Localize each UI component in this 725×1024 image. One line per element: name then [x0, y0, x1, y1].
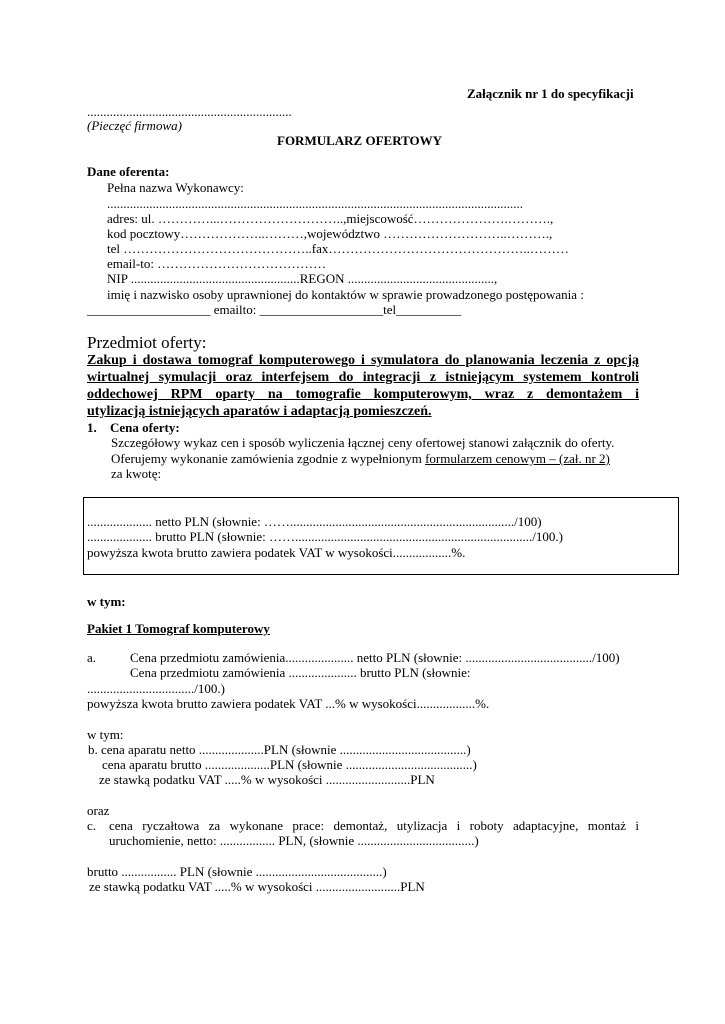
nip-regon-line: NIP ....................................................REGON ............................................., [107, 271, 498, 286]
stamp-label: (Pieczęć firmowa) [87, 118, 182, 133]
email-line: email-to: ………………………………… [107, 256, 327, 271]
item-c-gross: brutto ................. PLN (słownie .......................................) [87, 864, 387, 879]
subject-line-3: oddechowej RPM oparty na tomografie komputerowym, wraz z demontażem i [87, 387, 639, 402]
item-b-vat: ze stawką podatku VAT .....% w wysokości ..........................PLN [99, 772, 435, 787]
offer-vat-line: powyższa kwota brutto zawiera podatek VAT w wysokości..................%. [87, 545, 466, 560]
offer-net-line: .................... netto PLN (słownie: ……...................................................................../100) [87, 514, 542, 529]
price-desc-2-text: Oferujemy wykonanie zamówienia zgodnie z wypełnionym [111, 451, 426, 466]
item-c-label: c. [87, 818, 97, 833]
item-b-gross: cena aparatu brutto ....................PLN (słownie .......................................) [102, 757, 477, 772]
sub-heading: w tym: [87, 727, 124, 742]
item-a-net: Cena przedmiotu zamówienia..................... netto PLN (słownie: ......................................./100) [130, 650, 620, 665]
item-a-vat: powyższa kwota brutto zawiera podatek VAT ...% w wysokości..................%. [87, 696, 490, 711]
tel-fax-line: tel ……………………………………..fax………………………………………..……… [107, 241, 569, 256]
postcode-line: kod pocztowy………………..………,województwo ………………………..………., [107, 226, 553, 241]
price-number: 1. [87, 420, 97, 435]
item-a-label: a. [87, 650, 97, 665]
address-line: adres: ul. …………...………………………..,miejscowość………………….………., [107, 211, 554, 226]
item-b-net: b. cena aparatu netto ....................PLN (słownie .......................................) [88, 742, 471, 757]
breakdown-heading: w tym: [87, 594, 126, 609]
subject-line-1: Zakup i dostawa tomograf komputerowego i symulatora do planowania leczenia z opcją [87, 353, 639, 368]
name-fill-line: ................................................................................................................................ [107, 196, 523, 211]
package-title: Pakiet 1 Tomograf komputerowy [87, 621, 270, 636]
subject-line-4: utylizacją istniejących aparatów i adaptacją pomieszczeń. [87, 404, 432, 419]
contact-person-line: imię i nazwisko osoby uprawnionej do kontaktów w sprawie prowadzonego postępowania : [107, 287, 584, 302]
form-title: FORMULARZ OFERTOWY [277, 133, 443, 148]
full-name-label: Pełna nazwa Wykonawcy: [107, 180, 244, 195]
price-form-link: formularzem cenowym – (zał. nr 2) [425, 451, 610, 466]
bidder-heading: Dane oferenta: [87, 164, 170, 179]
subject-line-2: wirtualnej symulacji oraz interfejsem do integracji z istniejącym systemem kontroli [87, 370, 639, 385]
contact-fill-line: ___________________ emailto: ___________________tel__________ [87, 302, 462, 317]
attachment-label: Załącznik nr 1 do specyfikacji [467, 86, 634, 101]
offer-gross-line: .................... brutto PLN (słownie: ……........................................................................./100.) [87, 529, 563, 544]
price-desc-3: za kwotę: [111, 466, 162, 481]
oraz-label: oraz [87, 803, 110, 818]
item-c-line-2: uruchomienie, netto: ................. PLN, (słownie ....................................) [109, 833, 479, 848]
item-a-gross-words: ................................./100.) [87, 681, 225, 696]
subject-heading: Przedmiot oferty: [87, 333, 207, 352]
item-a-gross: Cena przedmiotu zamówienia ..................... brutto PLN (słownie: [130, 665, 471, 680]
stamp-line: ............................................................... [87, 104, 292, 119]
item-c-vat: ze stawką podatku VAT .....% w wysokości ..........................PLN [89, 879, 425, 894]
price-desc-1: Szczegółowy wykaz cen i sposób wyliczenia łącznej ceny ofertowej stanowi załącznik do oferty. [111, 435, 615, 450]
item-c-line-1: cena ryczałtowa za wykonane prace: demontaż, utylizacja i roboty adaptacyjne, montaż i [109, 818, 639, 833]
price-desc-2 [111, 451, 610, 467]
price-heading: Cena oferty: [110, 420, 180, 435]
